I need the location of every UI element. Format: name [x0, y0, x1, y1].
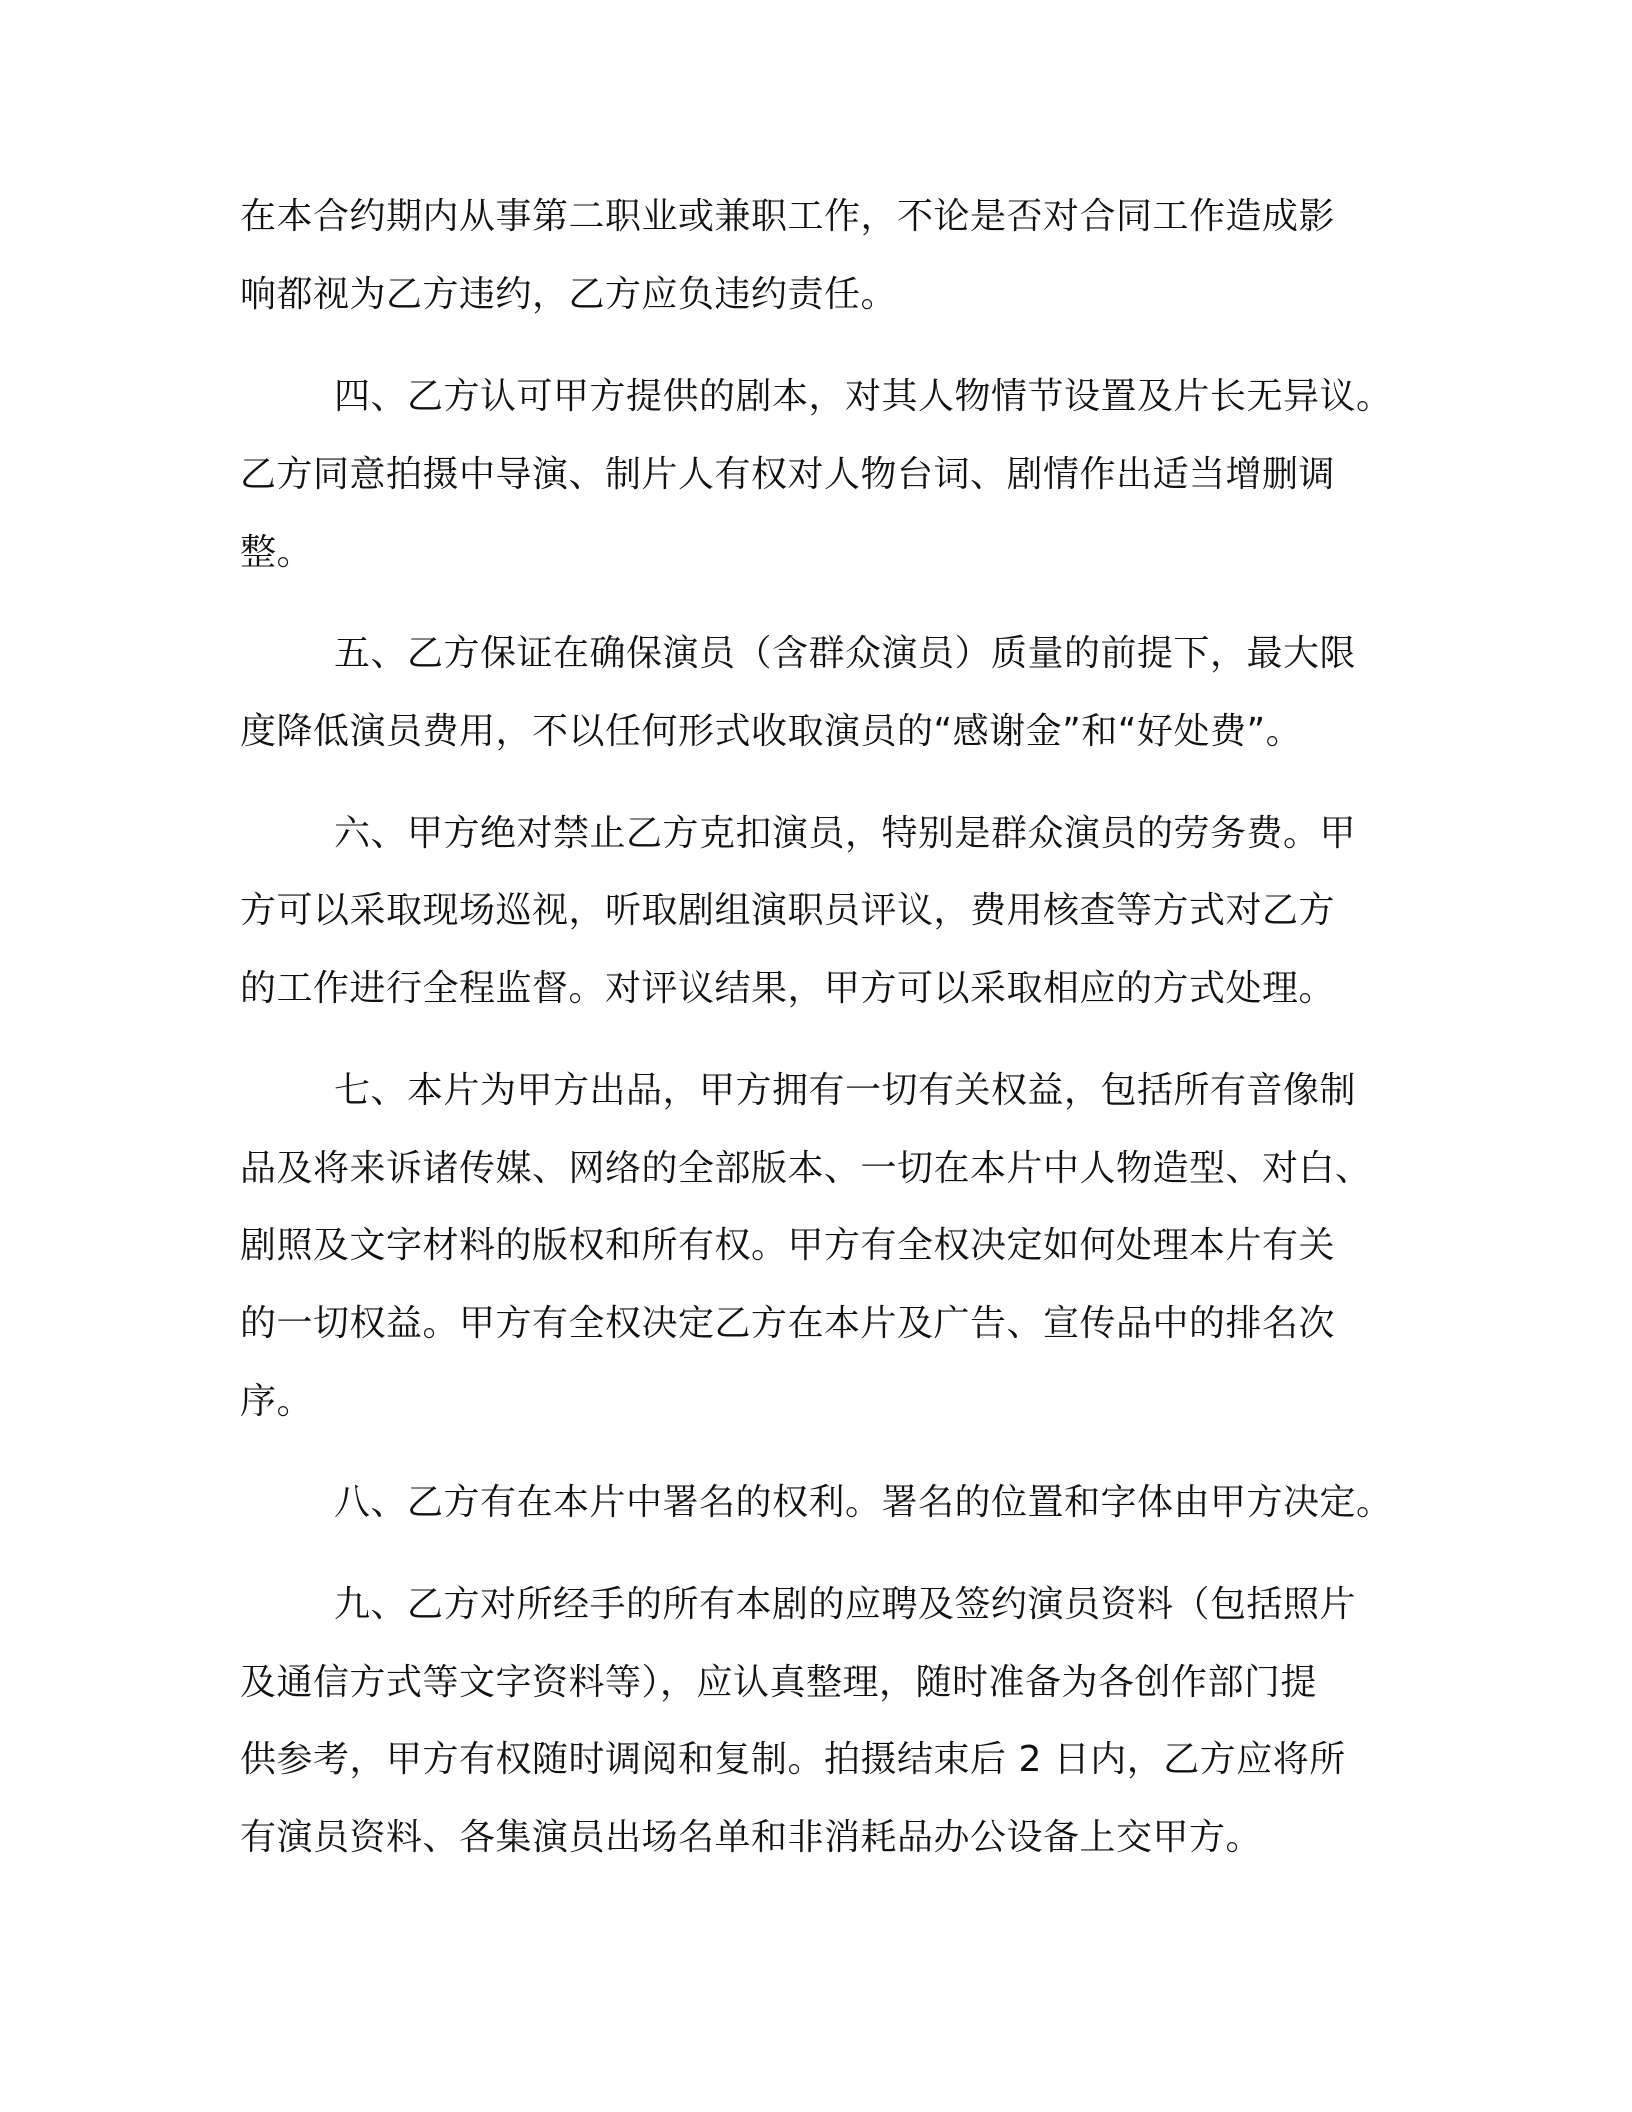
- text-line: 供参考，甲方有权随时调阅和复制。拍摄结束后 2 日内，乙方应将所: [240, 1739, 1346, 1780]
- text-line: 及通信方式等文字资料等），应认真整理，随时准备为各创作部门提: [240, 1662, 1318, 1703]
- text-line: 响都视为乙方违约，乙方应负违约责任。: [240, 274, 898, 315]
- text-line: 有演员资料、各集演员出场名单和非消耗品办公设备上交甲方。: [240, 1817, 1263, 1858]
- text-line: 在本合约期内从事第二职业或兼职工作，不论是否对合同工作造成影: [240, 196, 1336, 237]
- text-line: 序。: [240, 1381, 314, 1422]
- clause-6-first-line: 六、甲方绝对禁止乙方克扣演员，特别是群众演员的劳务费。甲: [334, 813, 1357, 854]
- text-line: 乙方同意拍摄中导演、制片人有权对人物台词、剧情作出适当增删调: [240, 454, 1336, 495]
- text-line: 整。: [240, 532, 314, 573]
- text-line: 的工作进行全程监督。对评议结果，甲方可以采取相应的方式处理。: [240, 968, 1336, 1009]
- clause-8-line: 八、乙方有在本片中署名的权利。署名的位置和字体由甲方决定。: [334, 1482, 1393, 1523]
- clause-4-first-line: 四、乙方认可甲方提供的剧本，对其人物情节设置及片长无异议。: [334, 376, 1393, 417]
- text-line: 品及将来诉诸传媒、网络的全部版本、一切在本片中人物造型、对白、: [240, 1148, 1372, 1189]
- clause-5-first-line: 五、乙方保证在确保演员（含群众演员）质量的前提下，最大限: [334, 633, 1357, 674]
- clause-7-first-line: 七、本片为甲方出品，甲方拥有一切有关权益，包括所有音像制: [334, 1070, 1357, 1111]
- text-line: 剧照及文字材料的版权和所有权。甲方有全权决定如何处理本片有关: [240, 1225, 1336, 1266]
- text-line: 度降低演员费用，不以任何形式收取演员的“感谢金”和“好处费”。: [240, 711, 1303, 752]
- text-line: 方可以采取现场巡视，听取剧组演职员评议，费用核查等方式对乙方: [240, 890, 1336, 931]
- clause-9-first-line: 九、乙方对所经手的所有本剧的应聘及签约演员资料（包括照片: [334, 1584, 1357, 1625]
- text-line: 的一切权益。甲方有全权决定乙方在本片及广告、宣传品中的排名次: [240, 1303, 1336, 1344]
